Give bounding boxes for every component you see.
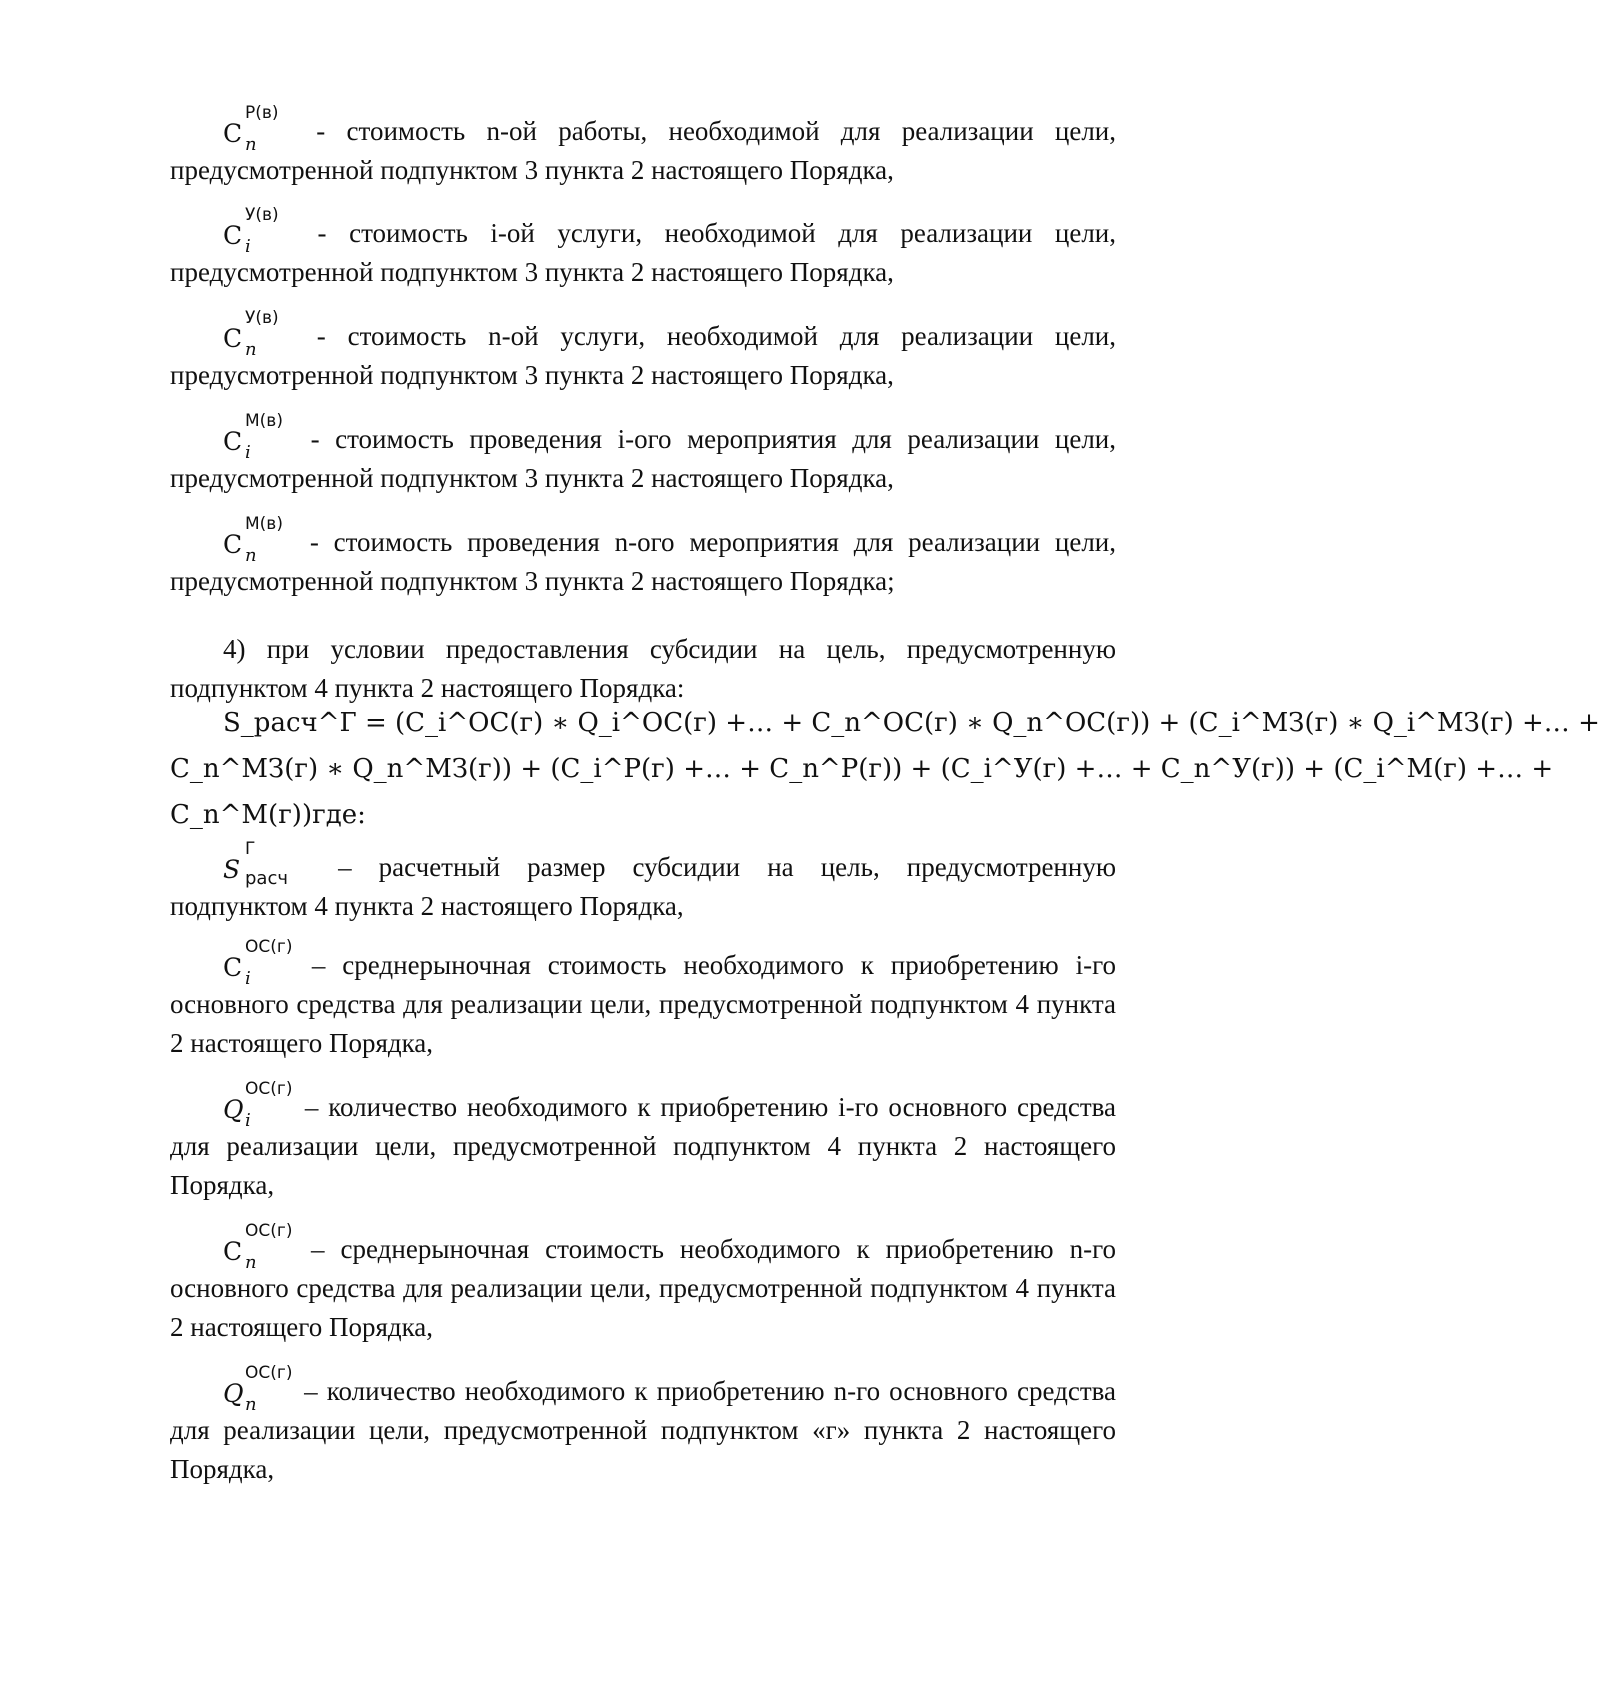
symbol: C ОС(г) i [223,937,293,989]
definition-text: – расчетный размер субсидии на цель, предусмотренную подпунктом 4 пункта 2 настоящего Порядка, [170,852,1117,921]
formula-line-3: C_n^М(г))где: [170,800,366,830]
symbol: C ОС(г) n [223,1221,293,1273]
definition-text: - стоимость n-ой работы, необходимой для реализации цели, предусмотренной подпунктом 3 пункта 2 настоящего Порядка, [170,116,1117,185]
definition-text: - стоимость проведения i-ого мероприятия для реализации цели, предусмотренной подпунктом 3 пункта 2 настоящего Порядка, [170,424,1116,493]
definition-c-n-osg [170,1221,1116,1347]
definition-q-n-osg [170,1363,1117,1489]
definition-c-n-mv [170,514,1116,601]
definition-q-i-osg [170,1079,1117,1205]
definition-text: - стоимость n-ой услуги, необходимой для реализации цели, предусмотренной подпунктом 3 пункта 2 настоящего Порядка, [170,321,1116,390]
item-4-intro: 4) при условии предоставления субсидии на цель, предусмотренную подпунктом 4 пункта 2 настоящего Порядка: [170,634,1116,703]
formula-line-1: S_расч^Г = (C_i^ОС(г) ∗ Q_i^ОС(г) +… + C_n^ОС(г) ∗ Q_n^ОС(г)) + (C_i^МЗ(г) ∗ Q_i^МЗ(г) +… + [223,708,1600,738]
definition-text: – среднерыночная стоимость необходимого к приобретению i-го основного средства для реализации цели, предусмотренной подпунктом 4 пункта 2 настоящего Порядка, [170,950,1116,1058]
symbol: C У(в) n [223,308,279,360]
definition-c-i-uv [170,205,1116,292]
definition-c-i-osg [170,937,1116,1063]
definition-text: – количество необходимого к приобретению i-го основного средства для реализации цели, предусмотренной подпунктом 4 пункта 2 настоящего Порядка, [170,1092,1117,1200]
formula-line-2: C_n^МЗ(г) ∗ Q_n^МЗ(г)) + (C_i^Р(г) +… + C_n^Р(г)) + (C_i^У(г) +… + C_n^У(г)) + (C_i^М(г) +… + [170,754,1554,784]
definition-s-rasch [170,839,1117,926]
symbol: C У(в) i [223,205,279,257]
symbol: Q ОС(г) i [223,1079,293,1131]
definition-text: – количество необходимого к приобретению n-го основного средства для реализации цели, предусмотренной подпунктом «г» пункта 2 настоящего Порядка, [170,1376,1117,1484]
definition-text: – среднерыночная стоимость необходимого к приобретению n-го основного средства для реализации цели, предусмотренной подпунктом 4 пункта 2 настоящего Порядка, [170,1234,1116,1342]
symbol: S Г расч [223,839,288,889]
symbol: C Р(в) n [223,103,279,155]
definition-c-i-mv [170,411,1116,498]
definition-text: - стоимость i-ой услуги, необходимой для реализации цели, предусмотренной подпунктом 3 пункта 2 настоящего Порядка, [170,218,1116,287]
symbol: Q ОС(г) n [223,1363,293,1415]
definition-c-n-uv [170,308,1116,395]
definition-c-n-rv [170,103,1117,190]
definition-text: - стоимость проведения n-ого мероприятия для реализации цели, предусмотренной подпунктом 3 пункта 2 настоящего Порядка; [170,527,1116,596]
symbol: C М(в) n [223,514,283,566]
symbol: C М(в) i [223,411,283,463]
